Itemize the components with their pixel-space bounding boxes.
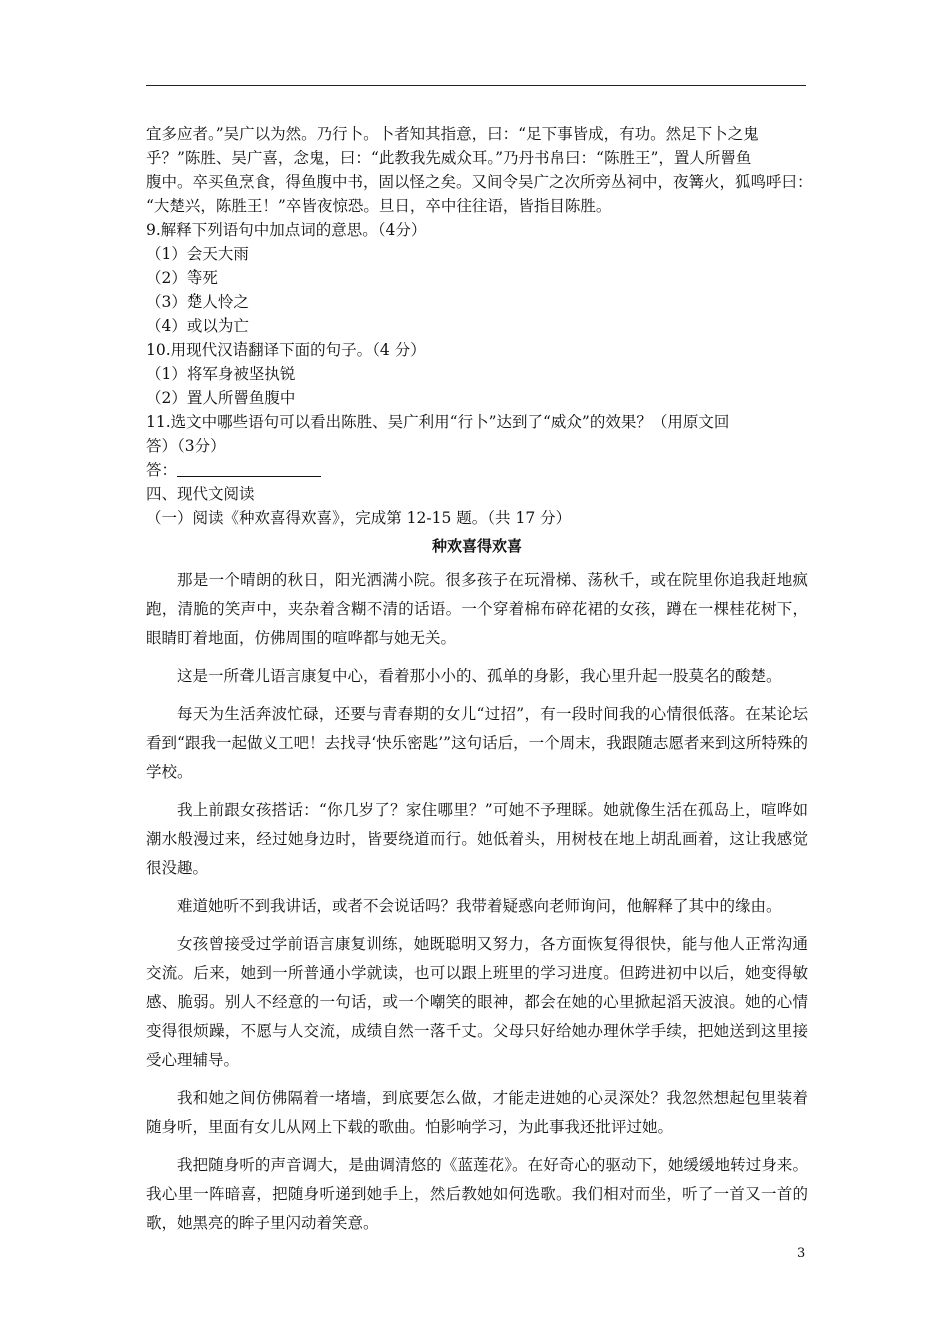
classical-passage (146, 122, 813, 218)
item-prefix: （4）或以为 (146, 317, 234, 335)
item-suffix: 之 (233, 293, 249, 311)
question-stem-cont: 答）（3分） (146, 437, 226, 455)
header-rule (146, 85, 806, 86)
section-subheading: （一）阅读《种欢喜得欢喜》，完成第 12-15 题。（共 17 分） (146, 509, 572, 527)
answer-label: 答： (146, 461, 178, 479)
article-paragraph: 难道她听不到我讲话，或者不会说话吗？我带着疑惑向老师询问，他解释了其中的缘由。 (177, 897, 782, 915)
article-title: 种欢喜得欢喜 (431, 537, 522, 555)
dotted-word: 会 (186, 245, 203, 263)
item-suffix: 死 (202, 269, 218, 287)
item-prefix: （3）楚人 (146, 293, 218, 311)
question-stem: 11.选文中哪些语句可以看出陈胜、吴广利用“行卜”达到了“威众”的效果？（用原文回 (146, 413, 730, 431)
question-10 (146, 338, 808, 410)
question-stem: 9.解释下列语句中加点词的意思。（4分） (146, 221, 427, 239)
item-prefix: （2） (146, 269, 187, 287)
page-number: 3 (797, 1246, 806, 1261)
answer-blank[interactable] (177, 460, 321, 477)
question-11 (146, 410, 808, 482)
question-item (146, 242, 808, 266)
page-content (146, 122, 813, 1247)
article-paragraph: 我上前跟女孩搭话：“你几岁了？家住哪里？”可她不予理睬。她就像生活在孤岛上，喧哗如潮水般漫过来，经过她身边时，皆要绕道而行。她低着头，用树枝在地上胡乱画着，这让我感觉很没趣。 (146, 801, 808, 877)
dotted-word: 怜 (217, 293, 234, 311)
article-paragraph: 每天为生活奔波忙碌，还要与青春期的女儿“过招”，有一段时间我的心情很低落。在某论坛看到“跟我一起做义工吧！去找寻‘快乐密匙’”这句话后，一个周末，我跟随志愿者来到这所特殊的学校。 (146, 705, 808, 781)
passage-line: 乎？”陈胜、吴广喜，念鬼，曰：“此教我先威众耳。”乃丹书帛曰：“陈胜王”，置人所罾鱼 (146, 149, 752, 167)
item-suffix: 天大雨 (202, 245, 249, 263)
article-paragraph: 女孩曾接受过学前语言康复训练，她既聪明又努力，各方面恢复得很快，能与他人正常沟通交流。后来，她到一所普通小学就读，也可以跟上班里的学习进度。但跨进初中以后，她变得敏感、脆弱。别人不经意的一句话，或一个嘲笑的眼神，都会在她的心里掀起滔天波浪。她的心情变得很烦躁，不愿与人交流，成绩自然一落千丈。父母只好给她办理休学手续，把她送到这里接受心理辅导。 (146, 935, 808, 1069)
dotted-word: 亡 (233, 317, 249, 335)
question-item (146, 266, 808, 290)
question-9 (146, 218, 808, 338)
article-paragraph: 我和她之间仿佛隔着一堵墙，到底要怎么做，才能走进她的心灵深处？我忽然想起包里装着随身听，里面有女儿从网上下载的歌曲。怕影响学习，为此事我还批评过她。 (146, 1089, 808, 1136)
passage-line: 腹中。卒买鱼烹食，得鱼腹中书，固以怪之矣。又间令吴广之次所旁丛祠中，夜篝火，狐鸣呼曰： (146, 173, 813, 191)
question-item: （1）将军身被坚执锐 (146, 365, 296, 383)
article-body (146, 566, 808, 1238)
dotted-word: 等 (186, 269, 203, 287)
section-heading: 四、现代文阅读 (146, 485, 255, 503)
article-paragraph: 我把随身听的声音调大，是曲调清悠的《蓝莲花》。在好奇心的驱动下，她缓缓地转过身来。我心里一阵暗喜，把随身听递到她手上，然后教她如何选歌。我们相对而坐，听了一首又一首的歌，她黑亮的眸子里闪动着笑意。 (146, 1156, 808, 1232)
question-item (146, 314, 808, 338)
article-paragraph: 这是一所聋儿语言康复中心，看着那小小的、孤单的身影，我心里升起一股莫名的酸楚。 (177, 667, 782, 685)
passage-line: 宜多应者。”吴广以为然。乃行卜。卜者知其指意，曰：“足下事皆成，有功。然足下卜之鬼 (146, 125, 759, 143)
answer-row (146, 458, 808, 482)
passage-line: “大楚兴，陈胜王！”卒皆夜惊恐。旦日，卒中往往语，皆指目陈胜。 (146, 197, 612, 215)
article-paragraph: 那是一个晴朗的秋日，阳光洒满小院。很多孩子在玩滑梯、荡秋千，或在院里你追我赶地疯跑，清脆的笑声中，夹杂着含糊不清的话语。一个穿着棉布碎花裙的女孩，蹲在一棵桂花树下，眼睛盯着地面，仿佛周围的喧哗都与她无关。 (146, 571, 808, 647)
question-stem: 10.用现代汉语翻译下面的句子。（4 分） (146, 341, 426, 359)
item-prefix: （1） (146, 245, 187, 263)
question-item: （2）置人所罾鱼腹中 (146, 389, 296, 407)
question-item (146, 290, 808, 314)
